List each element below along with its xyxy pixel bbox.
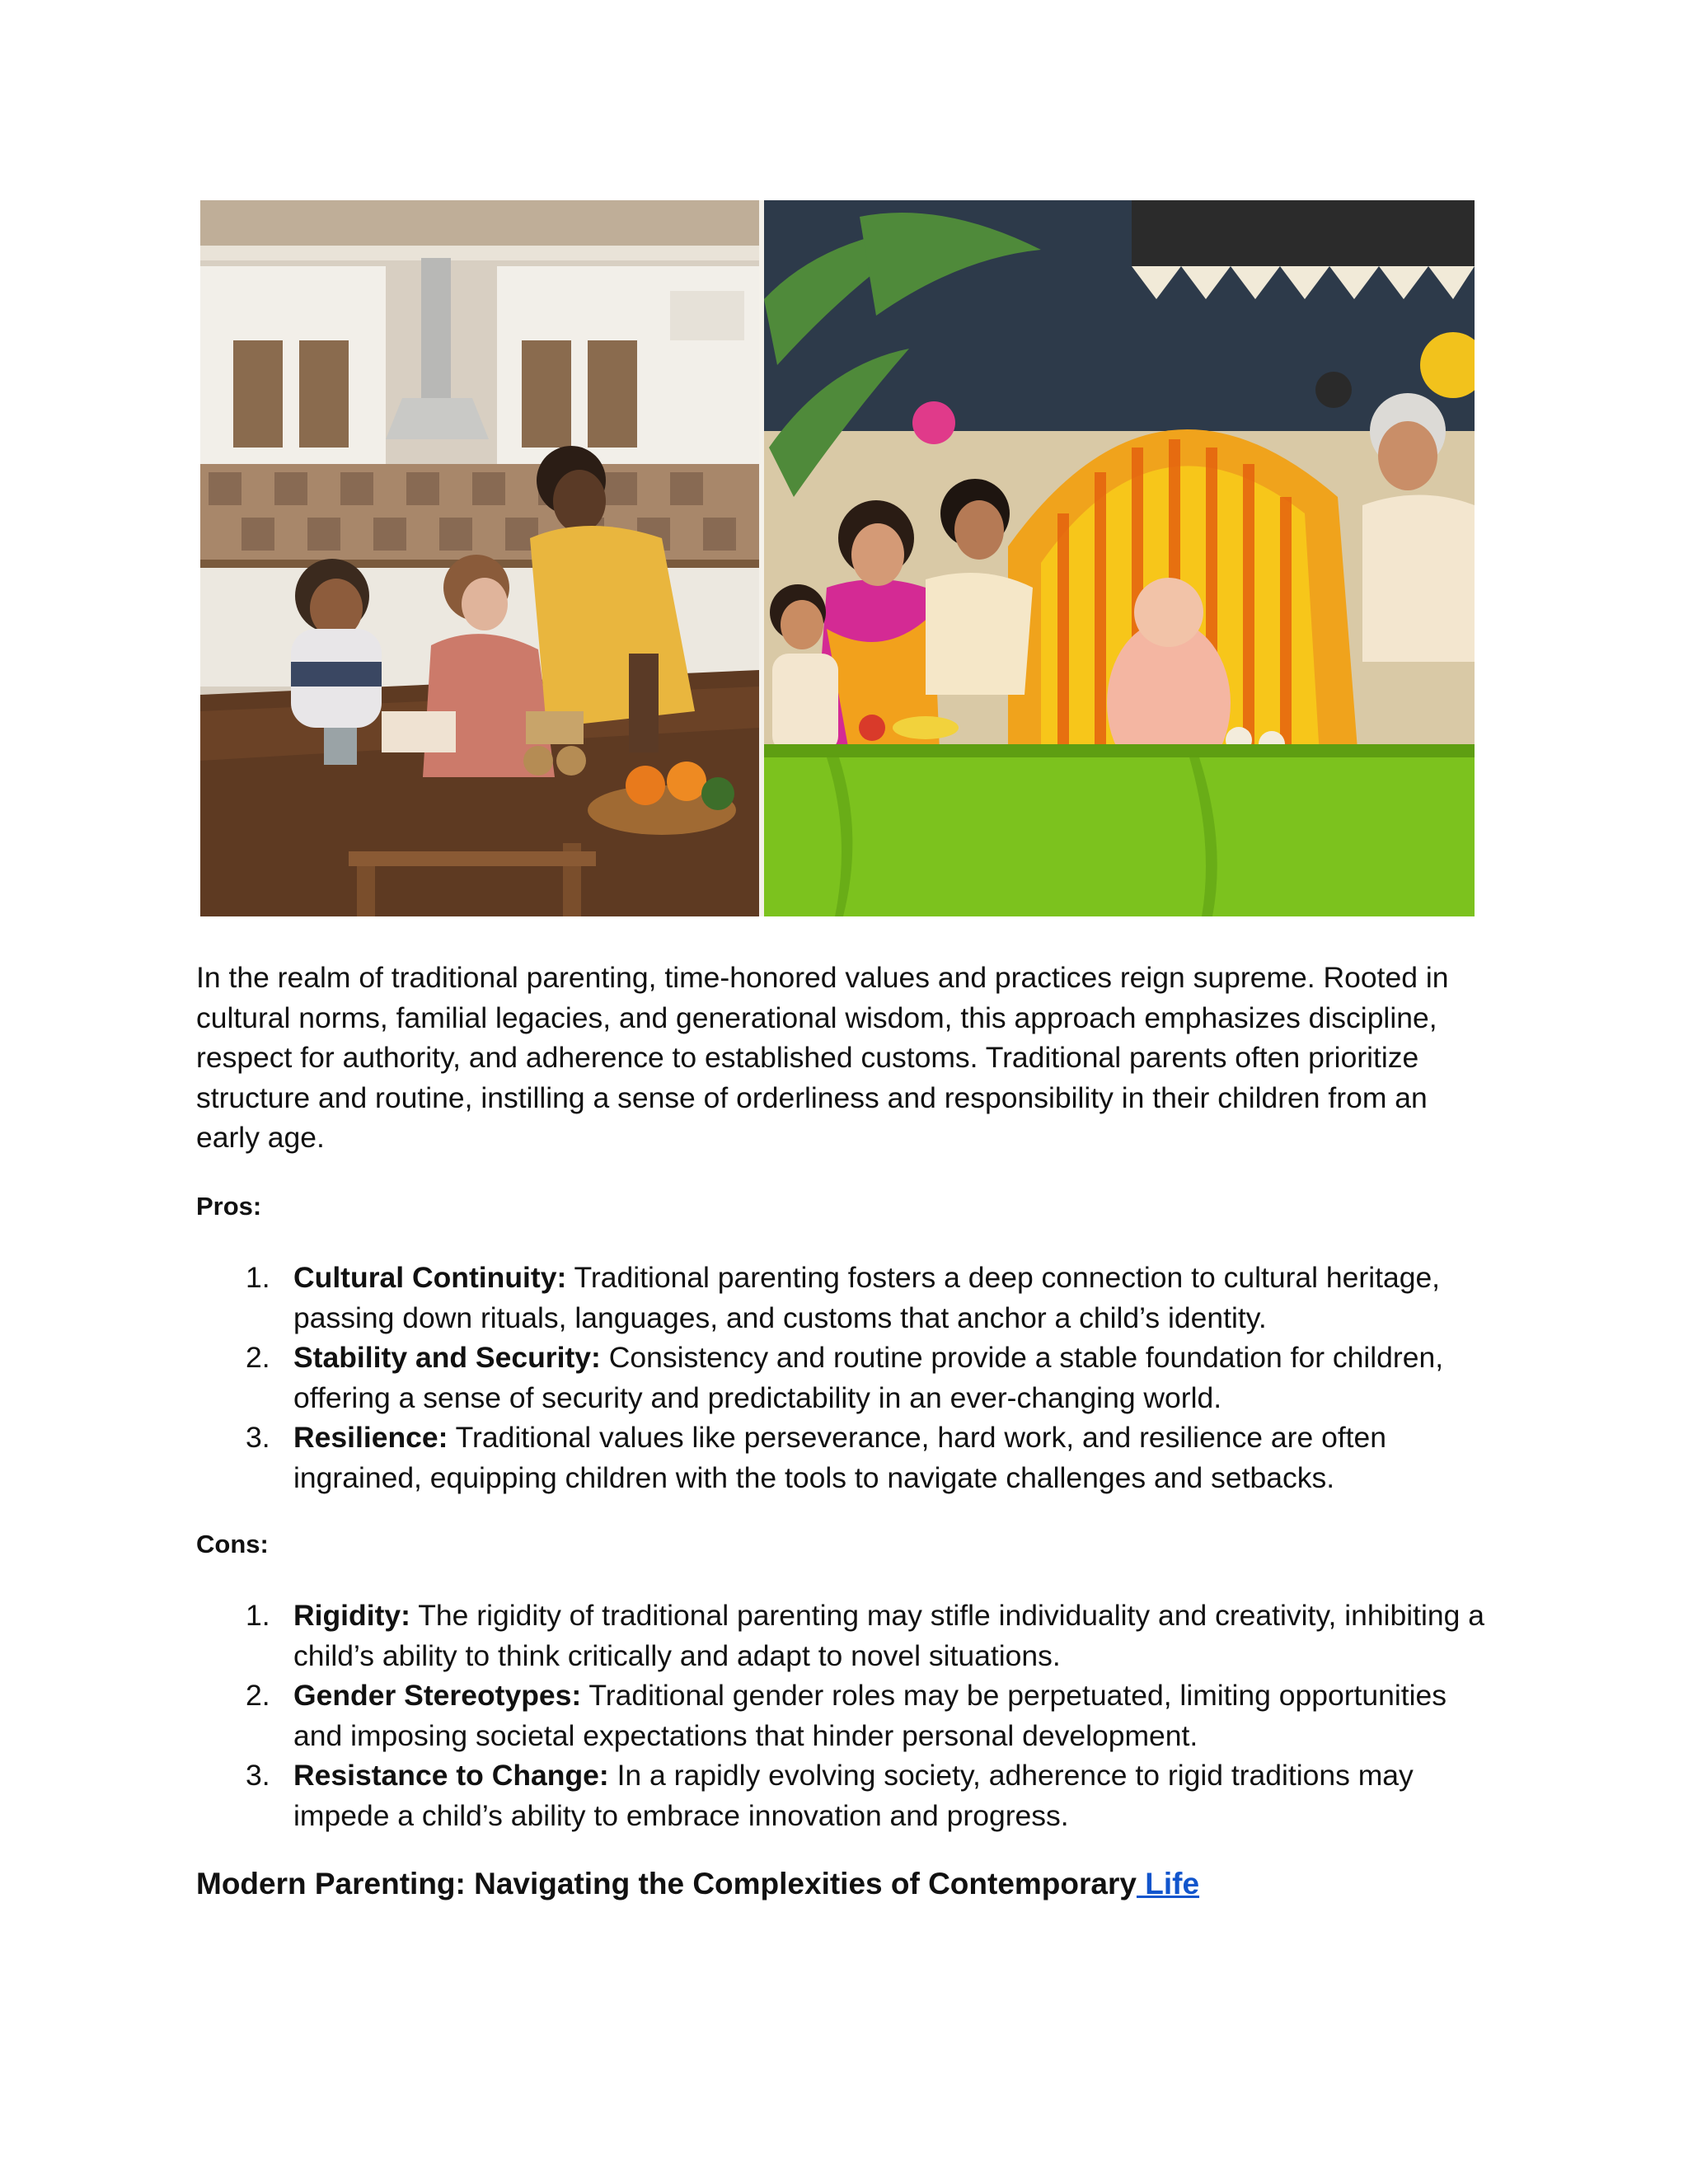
- kitchen-family-photo: [200, 200, 759, 916]
- list-item: [196, 1675, 1498, 1755]
- section-heading-text: Modern Parenting: Navigating the Complexities of Contemporary: [196, 1867, 1137, 1900]
- life-link[interactable]: Life: [1136, 1867, 1200, 1900]
- hero-image: [200, 200, 1475, 916]
- list-item: [196, 1258, 1498, 1338]
- list-number: 3.: [246, 1759, 270, 1792]
- list-term: Resilience:: [293, 1421, 448, 1454]
- intro-paragraph: In the realm of traditional parenting, time-honored values and practices reign supreme. Rooted in cultural norms, familial legacies, and generational wisdom, this approach emphasizes discipline, respect for authority, and adherence to established customs. Traditional parents often prioritize structure and routine, instilling a sense of orderliness and responsibility in their children from an early age.: [196, 961, 1449, 1154]
- list-term: Rigidity:: [293, 1599, 410, 1632]
- list-item: [196, 1418, 1498, 1497]
- list-term: Stability and Security:: [293, 1341, 601, 1374]
- cons-label: Cons:: [196, 1530, 269, 1558]
- list-text: The rigidity of traditional parenting may stifle individuality and creativity, inhibiting a child’s ability to think critically and adapt to novel situations.: [293, 1599, 1484, 1672]
- list-term: Gender Stereotypes:: [293, 1679, 582, 1712]
- section-heading: [196, 1864, 1199, 1904]
- list-term: Resistance to Change:: [293, 1759, 609, 1792]
- list-item: [196, 1596, 1498, 1675]
- cons-list: [196, 1596, 1498, 1835]
- pros-label: Pros:: [196, 1192, 262, 1221]
- list-number: 1.: [246, 1261, 270, 1294]
- list-number: 1.: [246, 1599, 270, 1632]
- list-text: Traditional parenting fosters a deep connection to cultural heritage, passing down rituals, languages, and customs that anchor a child’s identity.: [293, 1261, 1441, 1334]
- list-text: In a rapidly evolving society, adherence to rigid traditions may impede a child’s ability to embrace innovation and progress.: [293, 1759, 1414, 1832]
- pros-list: [196, 1258, 1498, 1497]
- list-text: Traditional gender roles may be perpetuated, limiting opportunities and imposing societal expectations that hinder personal development.: [293, 1679, 1447, 1752]
- festival-family-photo: [764, 200, 1475, 916]
- list-term: Cultural Continuity:: [293, 1261, 567, 1294]
- list-text: Consistency and routine provide a stable foundation for children, offering a sense of security and predictability in an ever-changing world.: [293, 1341, 1444, 1414]
- list-number: 2.: [246, 1341, 270, 1374]
- family-photo-collage: [200, 200, 1475, 916]
- list-item: [196, 1338, 1498, 1418]
- list-item: [196, 1755, 1498, 1835]
- list-number: 2.: [246, 1679, 270, 1712]
- list-number: 3.: [246, 1421, 270, 1454]
- list-text: Traditional values like perseverance, hard work, and resilience are often ingrained, equipping children with the tools to navigate challenges and setbacks.: [293, 1421, 1387, 1494]
